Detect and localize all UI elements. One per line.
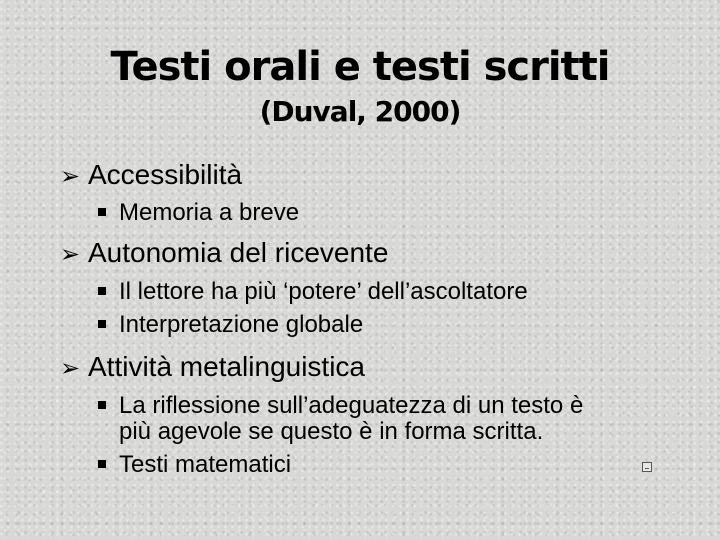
bullet-item-attivita: [60, 350, 365, 385]
sub-bullet-item: [98, 198, 299, 228]
sub-bullet-label: Testi matematici: [119, 451, 292, 478]
bullet-item-autonomia: [60, 236, 388, 271]
bullet-label: Accessibilità: [88, 159, 243, 190]
arrow-bullet-icon: ➢: [60, 240, 81, 268]
bullet-label: Autonomia del ricevente: [88, 237, 389, 268]
slide-title: Testi orali e testi scritti: [110, 44, 610, 90]
square-bullet-icon: [98, 320, 106, 328]
arrow-bullet-icon: ➢: [60, 162, 81, 190]
sub-bullet-item: [98, 450, 291, 480]
sub-bullet-label: Il lettore ha più ‘potere’ dell’ascoltatore: [119, 278, 528, 305]
sub-bullet-label: Interpretazione globale: [119, 311, 364, 338]
subtitle-text: (Duval, 2000): [259, 95, 461, 128]
sub-bullet-item: [98, 277, 528, 307]
bullet-item-accessibilita: [60, 158, 242, 193]
sub-bullet-continuation: più agevole se questo è in forma scritta.: [119, 418, 544, 445]
sub-bullet-label: Memoria a breve: [119, 199, 300, 226]
square-bullet-icon: [98, 287, 106, 295]
sub-bullet-label: La riflessione sull’adeguatezza di un testo è: [119, 392, 584, 419]
sub-bullet-item: [98, 310, 363, 340]
bullet-label: Attività metalinguistica: [88, 351, 366, 382]
arrow-bullet-icon: ➢: [60, 354, 81, 382]
square-bullet-icon: [98, 208, 106, 216]
slide-subtitle: [0, 92, 720, 132]
square-bullet-icon: [98, 401, 106, 409]
sound-icon[interactable]: [642, 462, 652, 472]
square-bullet-icon: [98, 460, 106, 468]
